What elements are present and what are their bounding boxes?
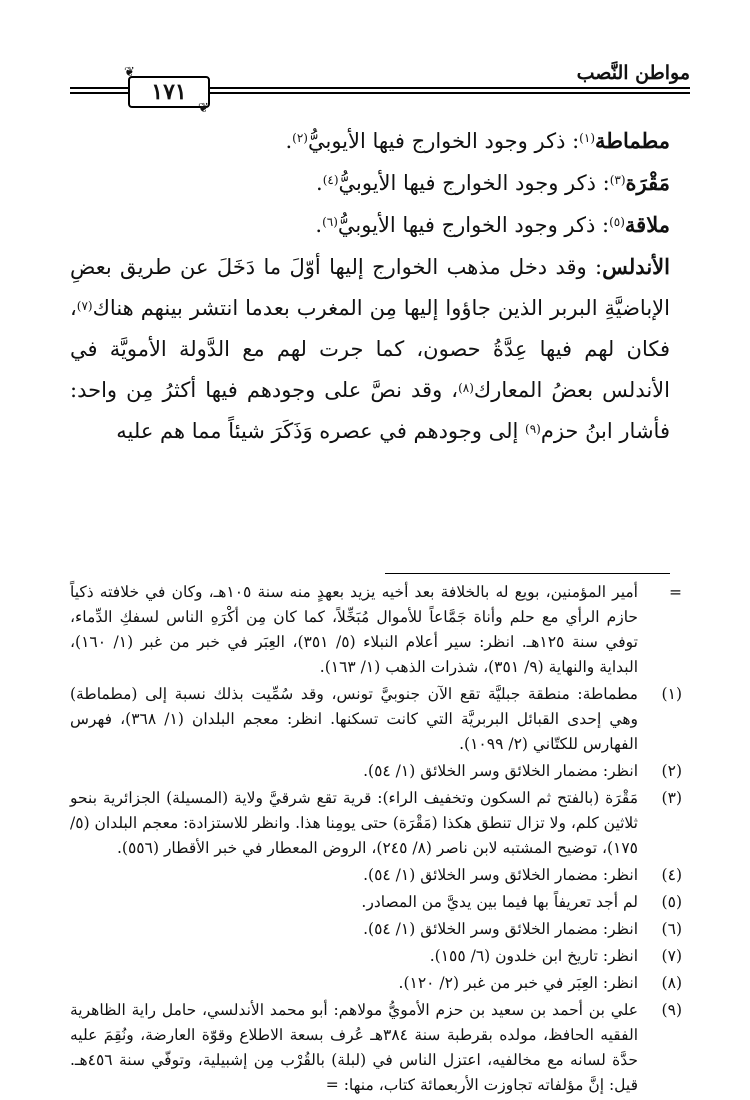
footnote-text: انظر: تاريخ ابن خلدون (٦/ ١٥٥). — [429, 947, 638, 965]
page-number: ١٧١ — [128, 76, 210, 108]
footnote-text: مَقْرَة (بالفتح ثم السكون وتخفيف الراء): قرية تقع شرقيَّ ولاية (المسيلة) الجزائرية بنحو ثلاثين كلم، ولا تزال تنطق هكذا (مَقْرَة) حتى يومِنا هذا. وانظر للاستزادة: معجم البلدان (٥/ ١٧٥)، توضيح المشتبه لابن ناصر (٨/ ٢٤٥)، الروض المعطار في خبر الأقطار (٥٥٦). — [70, 789, 638, 857]
running-title: مواطن النَّصب — [576, 62, 690, 84]
footnotes — [70, 580, 682, 1100]
footnote-ref: (٨) — [458, 381, 474, 395]
place-name: الأندلس — [602, 254, 670, 279]
footnote-number: (٨) — [661, 974, 682, 992]
footnote-ref: (٩) — [525, 422, 541, 436]
footnote-text: علي بن أحمد بن سعيد بن حزم الأمويُّ مولاهم: أبو محمد الأندلسي، حامل راية الظاهرية الفقيه الحافظ، مولده بقرطبة سنة ٣٨٤هـ عُرف بسعة الاطلاع وقوّة العارضة، ونُقِمَ عليه حدَّة لسانه مع مخالفيه، اعتزل الناس في (لبلة) بالقُرْب مِن إشبيلية، وتوفّي سنة ٤٥٦هـ. قيل: إنَّ مؤلفاته تجاوزت الأربعمائة كتاب، منها: = — [70, 1001, 639, 1094]
entry-line — [70, 162, 670, 204]
entry-line — [70, 204, 670, 246]
text-run: ، فكان لهم فيها عِدَّةُ حصون، كما جرت لهم مع الدَّولة الأمويَّة في الأندلس بعضُ المعارك — [70, 296, 670, 402]
ornament-icon: ❦ — [198, 101, 209, 116]
footnote-text: أمير المؤمنين، بويع له بالخلافة بعد أخيه يزيد بعهدٍ منه سنة ١٠٥هـ، وكان في خلافته ذكياً حازم الرأي مع حلم وأناة جَمَّاعاً للأموال مُبَخِّلاً، كما كان مِن أكْرَهِ الناس لسفكِ الدِّماء، توفي سنة ١٢٥هـ. انظر: سير أعلام النبلاء (٥/ ٣٥١)، العِبَر في خبر من غبر (١/ ١٦٠)، البداية والنهاية (٩/ ٣٥١)، شذرات الذهب (١/ ١٦٣). — [70, 583, 638, 676]
footnote — [70, 890, 682, 915]
footnote — [70, 863, 682, 888]
footnote-ref: (٣) — [609, 173, 626, 187]
text-run: إلى وجودهم في عصره وَذَكَرَ شيئاً مما هم عليه — [116, 419, 525, 443]
footnote-text: انظر: مضمار الخلائق وسر الخلائق (١/ ٥٤). — [363, 920, 638, 938]
footnote-text: لم أجد تعريفاً بها فيما بين يديَّ من المصادر. — [361, 893, 638, 911]
text-run: : ذكر وجود الخوارج فيها الأيوبيُّ — [337, 213, 610, 237]
footnote-separator — [385, 573, 670, 574]
main-text — [70, 120, 670, 452]
header-rule-top-left — [70, 87, 128, 89]
page-header — [70, 52, 690, 116]
footnote — [70, 580, 682, 680]
footnote-ref: (٧) — [76, 299, 93, 313]
text-run: ، وقد نصَّ على وجودهم فيها أكثرُ مِن واحد: فأشار ابنُ حزم — [70, 378, 670, 443]
text-run: : وقد دخل مذهب الخوارج إليها أوّلَ ما دَخَلَ عن طريق بعضِ الإباضيَّةِ البربر الذين جاؤوا إليها مِن المغرب بعدما انتشر بينهم هناك — [70, 255, 670, 320]
footnote-number: (٥) — [661, 893, 682, 911]
footnote-number: (٢) — [661, 762, 682, 780]
place-name: ملاقة — [624, 212, 670, 237]
text-run: : ذكر وجود الخوارج فيها الأيوبيُّ — [338, 171, 610, 195]
footnote-number: (٦) — [661, 920, 682, 938]
footnote-number: (٧) — [661, 947, 682, 965]
footnote-text: مطماطة: منطقة جبليَّة تقع الآن جنوبيَّ تونس، وقد سُمِّيت بذلك نسبة إلى (مطماطة) وهي إحدى القبائل البربريَّة التي كانت تسكنها. انظر: معجم البلدان (١/ ٣٦٨)، فهرس الفهارس للكتّاني (٢/ ١٠٩٩). — [70, 685, 638, 753]
footnote — [70, 786, 682, 861]
footnote — [70, 759, 682, 784]
header-rule-bottom-right — [210, 92, 690, 94]
footnote-ref: (١) — [579, 131, 595, 145]
footnote — [70, 917, 682, 942]
place-name: مطماطة — [595, 128, 670, 153]
footnote — [70, 971, 682, 996]
footnote — [70, 998, 682, 1098]
footnote-number: (٩) — [661, 1001, 682, 1019]
footnote-text: انظر: العِبَر في خبر من غبر (٢/ ١٢٠). — [398, 974, 638, 992]
place-name: مَقْرَة — [625, 170, 670, 195]
footnote-ref: (٥) — [609, 215, 625, 229]
footnote-ref: (٦) — [322, 215, 338, 229]
footnote-number: (٣) — [661, 789, 682, 807]
footnote-number: = — [669, 583, 682, 601]
text-run: . — [285, 129, 293, 153]
footnote-number: (١) — [661, 685, 682, 703]
text-run: . — [315, 213, 323, 237]
footnote-number: (٤) — [661, 866, 682, 884]
header-rule-bottom-left — [70, 92, 128, 94]
text-run: . — [316, 171, 323, 195]
footnote-text: انظر: مضمار الخلائق وسر الخلائق (١/ ٥٤). — [363, 866, 638, 884]
andalus-paragraph — [70, 246, 670, 452]
footnote-text: انظر: مضمار الخلائق وسر الخلائق (١/ ٥٤). — [363, 762, 638, 780]
ornament-icon: ❦ — [124, 65, 135, 80]
text-run: : ذكر وجود الخوارج فيها الأيوبيُّ — [307, 129, 580, 153]
header-rule-top-right — [210, 87, 690, 89]
footnote-ref: (٢) — [292, 131, 308, 145]
footnote-ref: (٤) — [322, 173, 339, 187]
footnote — [70, 682, 682, 757]
footnote — [70, 944, 682, 969]
entry-line — [70, 120, 670, 162]
